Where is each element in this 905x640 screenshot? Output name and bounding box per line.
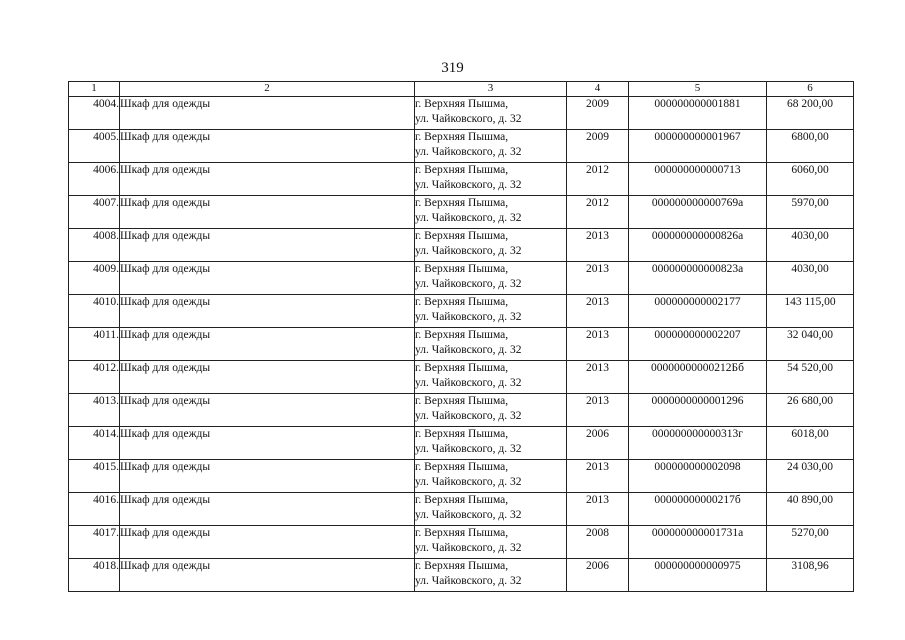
row-number-text: 4013. <box>93 395 119 407</box>
item-cost <box>767 163 854 196</box>
item-year <box>567 97 629 130</box>
item-cost <box>767 526 854 559</box>
address-city: г. Верхняя Пышма, <box>415 395 509 407</box>
item-address <box>415 394 567 427</box>
item-address <box>415 163 567 196</box>
header-cell: 1 <box>69 82 120 97</box>
item-year <box>567 559 629 592</box>
item-cost-text: 5970,00 <box>791 197 829 209</box>
item-cost <box>767 361 854 394</box>
inventory-number <box>629 427 767 460</box>
table-row <box>69 262 854 295</box>
item-name-text: Шкаф для одежды <box>120 461 211 473</box>
item-name-text: Шкаф для одежды <box>120 362 211 374</box>
item-name <box>120 229 415 262</box>
inventory-number <box>629 361 767 394</box>
row-number <box>69 295 120 328</box>
header-cell: 4 <box>567 82 629 97</box>
item-year <box>567 196 629 229</box>
row-number-text: 4017. <box>93 527 119 539</box>
item-cost <box>767 394 854 427</box>
item-name-text: Шкаф для одежды <box>120 131 211 143</box>
item-name <box>120 97 415 130</box>
item-cost-text: 6060,00 <box>791 164 829 176</box>
registry-table <box>68 81 854 592</box>
item-name <box>120 394 415 427</box>
address-street: ул. Чайковского, д. 32 <box>415 509 522 521</box>
inventory-number <box>629 559 767 592</box>
address-street: ул. Чайковского, д. 32 <box>415 410 522 422</box>
item-year <box>567 394 629 427</box>
row-number-text: 4006. <box>93 164 119 176</box>
inventory-number-text: 0000000000001296 <box>651 395 744 407</box>
inventory-number <box>629 97 767 130</box>
item-year-text: 2013 <box>586 296 609 308</box>
item-cost <box>767 559 854 592</box>
item-cost-text: 3108,96 <box>791 560 829 572</box>
header-cell: 5 <box>629 82 767 97</box>
item-year <box>567 130 629 163</box>
item-address <box>415 130 567 163</box>
table-row <box>69 229 854 262</box>
item-year-text: 2006 <box>586 560 609 572</box>
item-name-text: Шкаф для одежды <box>120 560 211 572</box>
item-name <box>120 361 415 394</box>
table-row <box>69 361 854 394</box>
address-city: г. Верхняя Пышма, <box>415 329 509 341</box>
address-street: ул. Чайковского, д. 32 <box>415 542 522 554</box>
item-address <box>415 295 567 328</box>
inventory-number-text: 00000000000217б <box>654 494 741 506</box>
item-year <box>567 361 629 394</box>
item-cost <box>767 295 854 328</box>
inventory-number <box>629 196 767 229</box>
inventory-number-text: 000000000002177 <box>654 296 741 308</box>
inventory-number <box>629 328 767 361</box>
item-name <box>120 295 415 328</box>
address-city: г. Верхняя Пышма, <box>415 461 509 473</box>
address-street: ул. Чайковского, д. 32 <box>415 212 522 224</box>
item-name-text: Шкаф для одежды <box>120 263 211 275</box>
inventory-number-text: 000000000001881 <box>654 98 741 110</box>
table-row <box>69 460 854 493</box>
item-year-text: 2009 <box>586 131 609 143</box>
item-address <box>415 262 567 295</box>
address-street: ул. Чайковского, д. 32 <box>415 245 522 257</box>
item-address <box>415 526 567 559</box>
item-address <box>415 559 567 592</box>
item-cost <box>767 493 854 526</box>
item-year <box>567 493 629 526</box>
item-name <box>120 493 415 526</box>
address-street: ул. Чайковского, д. 32 <box>415 311 522 323</box>
item-name <box>120 559 415 592</box>
item-year-text: 2013 <box>586 494 609 506</box>
address-city: г. Верхняя Пышма, <box>415 197 509 209</box>
inventory-number <box>629 460 767 493</box>
address-city: г. Верхняя Пышма, <box>415 527 509 539</box>
header-cell: 6 <box>767 82 854 97</box>
item-cost-text: 4030,00 <box>791 230 829 242</box>
table-row <box>69 163 854 196</box>
inventory-number <box>629 163 767 196</box>
item-cost-text: 5270,00 <box>791 527 829 539</box>
item-cost <box>767 262 854 295</box>
page-number: 319 <box>441 60 464 76</box>
item-name-text: Шкаф для одежды <box>120 428 211 440</box>
header-cell: 3 <box>415 82 567 97</box>
item-address <box>415 229 567 262</box>
row-number-text: 4011. <box>93 329 119 341</box>
address-city: г. Верхняя Пышма, <box>415 131 509 143</box>
item-year <box>567 295 629 328</box>
item-cost <box>767 97 854 130</box>
address-street: ул. Чайковского, д. 32 <box>415 443 522 455</box>
item-year-text: 2013 <box>586 230 609 242</box>
address-city: г. Верхняя Пышма, <box>415 494 509 506</box>
item-name-text: Шкаф для одежды <box>120 296 211 308</box>
item-address <box>415 460 567 493</box>
item-year-text: 2013 <box>586 461 609 473</box>
item-cost-text: 26 680,00 <box>787 395 833 407</box>
item-name-text: Шкаф для одежды <box>120 527 211 539</box>
table-row <box>69 295 854 328</box>
item-year-text: 2009 <box>586 98 609 110</box>
inventory-number <box>629 229 767 262</box>
item-year-text: 2012 <box>586 164 609 176</box>
item-cost <box>767 427 854 460</box>
row-number <box>69 229 120 262</box>
item-cost-text: 32 040,00 <box>787 329 833 341</box>
item-year-text: 2013 <box>586 362 609 374</box>
item-name-text: Шкаф для одежды <box>120 494 211 506</box>
inventory-number-text: 000000000000975 <box>654 560 741 572</box>
inventory-number <box>629 493 767 526</box>
item-year-text: 2012 <box>586 197 609 209</box>
item-cost-text: 68 200,00 <box>787 98 833 110</box>
item-year <box>567 460 629 493</box>
item-name <box>120 427 415 460</box>
item-year-text: 2013 <box>586 329 609 341</box>
table-row <box>69 97 854 130</box>
inventory-number-text: 000000000001967 <box>654 131 741 143</box>
item-address <box>415 196 567 229</box>
item-address <box>415 493 567 526</box>
address-street: ул. Чайковского, д. 32 <box>415 476 522 488</box>
inventory-number-text: 000000000000823а <box>651 263 744 275</box>
inventory-number-text: 000000000000826а <box>651 230 744 242</box>
header-row <box>69 82 854 97</box>
address-city: г. Верхняя Пышма, <box>415 230 509 242</box>
row-number <box>69 262 120 295</box>
inventory-number-text: 000000000000769а <box>651 197 744 209</box>
row-number-text: 4008. <box>93 230 119 242</box>
row-number <box>69 163 120 196</box>
row-number <box>69 460 120 493</box>
row-number <box>69 196 120 229</box>
address-city: г. Верхняя Пышма, <box>415 164 509 176</box>
row-number-text: 4005. <box>93 131 119 143</box>
row-number-text: 4015. <box>93 461 119 473</box>
address-street: ул. Чайковского, д. 32 <box>415 575 522 587</box>
table-row <box>69 130 854 163</box>
row-number-text: 4014. <box>93 428 119 440</box>
row-number <box>69 328 120 361</box>
inventory-number <box>629 295 767 328</box>
item-year-text: 2006 <box>586 428 609 440</box>
address-city: г. Верхняя Пышма, <box>415 560 509 572</box>
table-row <box>69 559 854 592</box>
address-street: ул. Чайковского, д. 32 <box>415 278 522 290</box>
item-cost-text: 40 890,00 <box>787 494 833 506</box>
inventory-number <box>629 262 767 295</box>
item-cost <box>767 460 854 493</box>
item-year <box>567 229 629 262</box>
inventory-number-text: 000000000002207 <box>654 329 741 341</box>
item-name-text: Шкаф для одежды <box>120 395 211 407</box>
item-name-text: Шкаф для одежды <box>120 329 211 341</box>
item-year-text: 2013 <box>586 395 609 407</box>
table-row <box>69 394 854 427</box>
row-number-text: 4009. <box>93 263 119 275</box>
item-address <box>415 361 567 394</box>
item-cost-text: 6018,00 <box>791 428 829 440</box>
item-name-text: Шкаф для одежды <box>120 98 211 110</box>
inventory-number <box>629 394 767 427</box>
row-number-text: 4016. <box>93 494 119 506</box>
item-cost <box>767 229 854 262</box>
table-row <box>69 196 854 229</box>
row-number <box>69 526 120 559</box>
address-city: г. Верхняя Пышма, <box>415 296 509 308</box>
row-number <box>69 493 120 526</box>
item-year-text: 2008 <box>586 527 609 539</box>
row-number <box>69 559 120 592</box>
item-cost-text: 24 030,00 <box>787 461 833 473</box>
address-street: ул. Чайковского, д. 32 <box>415 344 522 356</box>
item-name <box>120 262 415 295</box>
address-street: ул. Чайковского, д. 32 <box>415 146 522 158</box>
table-row <box>69 526 854 559</box>
table-row <box>69 493 854 526</box>
row-number <box>69 394 120 427</box>
item-year <box>567 526 629 559</box>
address-street: ул. Чайковского, д. 32 <box>415 179 522 191</box>
address-street: ул. Чайковского, д. 32 <box>415 113 522 125</box>
item-year <box>567 328 629 361</box>
address-street: ул. Чайковского, д. 32 <box>415 377 522 389</box>
item-name <box>120 460 415 493</box>
inventory-number-text: 00000000000212Бб <box>651 362 744 374</box>
inventory-number-text: 000000000000313г <box>652 428 743 440</box>
row-number-text: 4004. <box>93 98 119 110</box>
item-cost <box>767 196 854 229</box>
item-year <box>567 262 629 295</box>
item-cost-text: 4030,00 <box>791 263 829 275</box>
inventory-number-text: 000000000000713 <box>654 164 741 176</box>
row-number-text: 4010. <box>93 296 119 308</box>
item-name <box>120 328 415 361</box>
item-cost <box>767 130 854 163</box>
inventory-number-text: 000000000001731а <box>651 527 744 539</box>
row-number-text: 4007. <box>93 197 119 209</box>
address-city: г. Верхняя Пышма, <box>415 428 509 440</box>
row-number-text: 4012. <box>93 362 119 374</box>
item-cost-text: 6800,00 <box>791 131 829 143</box>
item-name-text: Шкаф для одежды <box>120 197 211 209</box>
item-cost-text: 54 520,00 <box>787 362 833 374</box>
inventory-number <box>629 130 767 163</box>
table-row <box>69 427 854 460</box>
item-year <box>567 427 629 460</box>
item-year <box>567 163 629 196</box>
address-city: г. Верхняя Пышма, <box>415 263 509 275</box>
item-cost <box>767 328 854 361</box>
item-cost-text: 143 115,00 <box>784 296 836 308</box>
item-address <box>415 97 567 130</box>
item-name <box>120 526 415 559</box>
row-number <box>69 427 120 460</box>
header-cell: 2 <box>120 82 415 97</box>
row-number <box>69 361 120 394</box>
item-address <box>415 328 567 361</box>
item-name <box>120 196 415 229</box>
item-name <box>120 130 415 163</box>
item-address <box>415 427 567 460</box>
item-name <box>120 163 415 196</box>
item-name-text: Шкаф для одежды <box>120 164 211 176</box>
address-city: г. Верхняя Пышма, <box>415 362 509 374</box>
table-row <box>69 328 854 361</box>
address-city: г. Верхняя Пышма, <box>415 98 509 110</box>
table-body <box>69 97 854 592</box>
inventory-number-text: 000000000002098 <box>654 461 741 473</box>
item-name-text: Шкаф для одежды <box>120 230 211 242</box>
item-year-text: 2013 <box>586 263 609 275</box>
row-number <box>69 130 120 163</box>
row-number <box>69 97 120 130</box>
inventory-number <box>629 526 767 559</box>
row-number-text: 4018. <box>93 560 119 572</box>
